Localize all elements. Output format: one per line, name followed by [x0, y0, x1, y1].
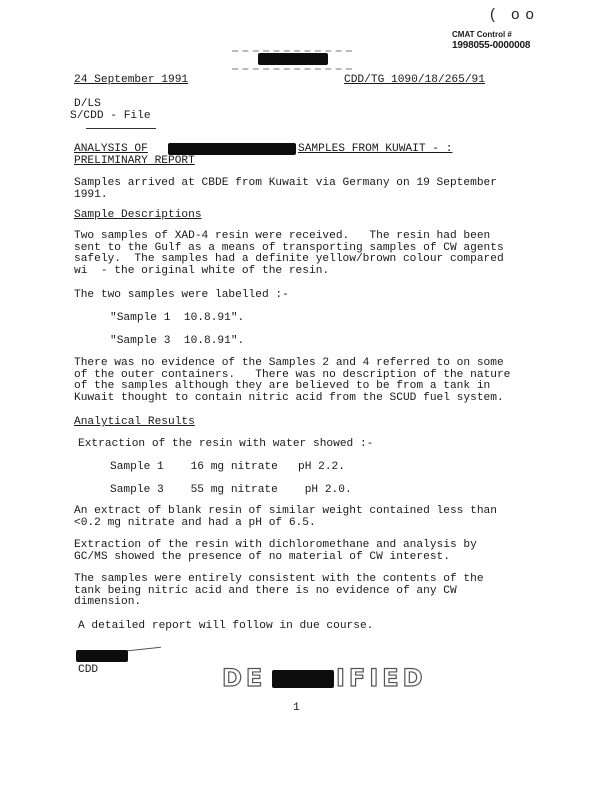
- arrival-line: Samples arrived at CBDE from Kuwait via Germany on 19 September: [74, 177, 497, 189]
- no-evidence-line: of the samples although they are believed to be from a tank in: [74, 380, 491, 393]
- blank-resin-paragraph: [74, 506, 512, 529]
- closing-line: A detailed report will follow in due course.: [78, 620, 374, 632]
- blank-resin-line: An extract of blank resin of similar weight contained less than: [74, 505, 497, 517]
- declassified-stamp-right: IFIED: [336, 664, 427, 692]
- dcm-line: Extraction of the resin with dichloromethane and analysis by: [74, 539, 477, 551]
- dcm-line: GC/MS showed the presence of no material of CW interest.: [74, 550, 450, 563]
- samples-line: safely. The samples had a definite yellow/brown colour compared: [74, 253, 504, 266]
- distribution-line-1: D/LS: [74, 98, 101, 110]
- section-analytical-results: Analytical Results: [74, 416, 195, 428]
- samples-line: Two samples of XAD-4 resin were received. The resin had been: [74, 230, 491, 242]
- dcm-paragraph: [74, 540, 512, 563]
- consistent-line: The samples were entirely consistent with the contents of the: [74, 573, 484, 585]
- distribution-line-2: S/CDD - File: [70, 110, 151, 122]
- distribution-rule: [86, 128, 156, 129]
- arrival-line: 1991.: [74, 188, 108, 201]
- page-number: 1: [293, 702, 300, 714]
- samples-line: sent to the Gulf as a means of transporting samples of CW agents: [74, 241, 504, 254]
- document-date: 24 September 1991: [74, 74, 189, 86]
- section-sample-descriptions: Sample Descriptions: [74, 209, 202, 221]
- declassified-stamp-left: DE: [222, 664, 267, 692]
- no-evidence-line: of the outer containers. There was no description of the nature: [74, 368, 511, 381]
- samples-paragraph: [74, 231, 512, 277]
- no-evidence-paragraph: [74, 358, 512, 404]
- consistent-line: dimension.: [74, 596, 142, 609]
- result-sample-3: Sample 3 55 mg nitrate pH 2.0.: [110, 484, 352, 496]
- top-redaction: [258, 53, 328, 65]
- extraction-water-intro: Extraction of the resin with water showed :-: [78, 438, 374, 450]
- stamp-redaction: [272, 670, 334, 688]
- title-prefix: ANALYSIS OF: [74, 143, 148, 155]
- title-line-2: PRELIMINARY REPORT: [74, 155, 195, 167]
- blank-resin-line: <0.2 mg nitrate and had a pH of 6.5.: [74, 516, 316, 529]
- label-sample-1: "Sample 1 10.8.91".: [110, 312, 245, 324]
- corner-handwriting: ( oo: [490, 6, 540, 23]
- labelled-intro: The two samples were labelled :-: [74, 289, 289, 301]
- consistent-line: tank being nitric acid and there is no evidence of any CW: [74, 584, 457, 597]
- document-reference: CDD/TG 1090/18/265/91: [344, 74, 485, 86]
- result-sample-1: Sample 1 16 mg nitrate pH 2.2.: [110, 461, 345, 473]
- cmat-control-label: CMAT Control #: [452, 30, 512, 39]
- label-sample-3: "Sample 3 10.8.91".: [110, 335, 245, 347]
- arrival-paragraph: [74, 178, 512, 201]
- consistent-paragraph: [74, 574, 512, 609]
- signature-redaction: [76, 650, 128, 662]
- cmat-control-number: 1998055-0000008: [452, 40, 531, 51]
- no-evidence-line: Kuwait thought to contain nitric acid from the SCUD fuel system.: [74, 391, 504, 404]
- no-evidence-line: There was no evidence of the Samples 2 and 4 referred to on some: [74, 357, 504, 369]
- signature-role: CDD: [78, 664, 99, 676]
- title-redaction: [168, 143, 296, 155]
- title-suffix: SAMPLES FROM KUWAIT - :: [298, 143, 453, 155]
- samples-line: wi - the original white of the resin.: [74, 264, 330, 277]
